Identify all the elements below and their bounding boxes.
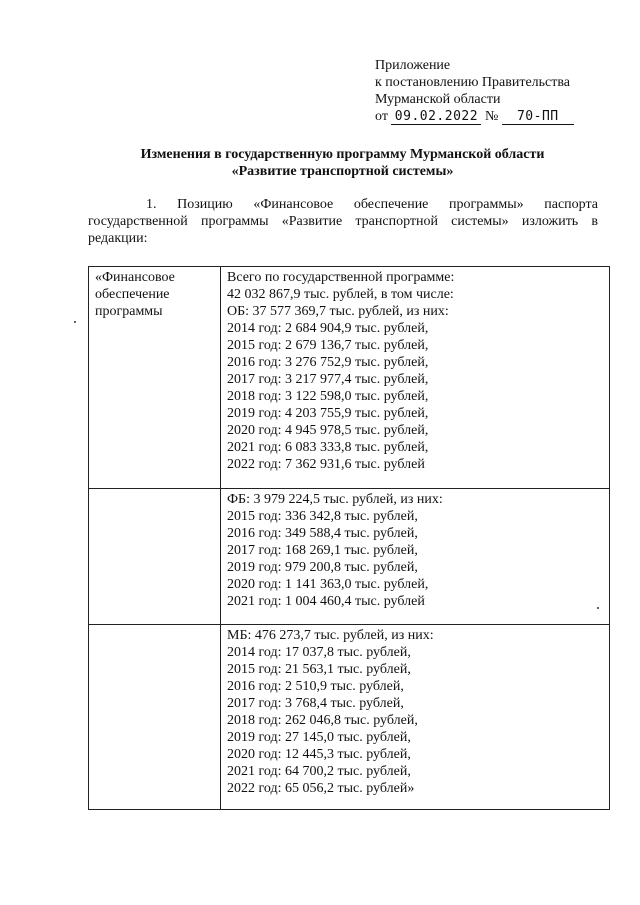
- funding-line: 2020 год: 4 945 978,5 тыс. рублей,: [227, 423, 429, 438]
- funding-line: 2018 год: 3 122 598,0 тыс. рублей,: [227, 389, 429, 404]
- funding-line: Всего по государственной программе:: [227, 270, 455, 285]
- number-label: №: [484, 109, 499, 124]
- funding-line: 2015 год: 336 342,8 тыс. рублей,: [227, 509, 418, 524]
- appendix-date-number-line: [375, 108, 625, 125]
- title-line-2: «Развитие транспортной системы»: [231, 164, 454, 179]
- funding-line: 2014 год: 17 037,8 тыс. рублей,: [227, 645, 411, 660]
- funding-line: ОБ: 37 577 369,7 тыс. рублей, из них:: [227, 304, 449, 319]
- appendix-title: Приложение: [375, 58, 451, 73]
- funding-line: 2020 год: 12 445,3 тыс. рублей,: [227, 747, 411, 762]
- funding-line: 2021 год: 6 083 333,8 тыс. рублей,: [227, 440, 429, 455]
- funding-line: 2021 год: 1 004 460,4 тыс. рублей: [227, 594, 425, 609]
- funding-line: 42 032 867,9 тыс. рублей, в том числе:: [227, 287, 454, 302]
- funding-line: 2022 год: 65 056,2 тыс. рублей»: [227, 781, 415, 796]
- federal-funding-cell: [221, 489, 610, 625]
- funding-line: 2022 год: 7 362 931,6 тыс. рублей: [227, 457, 425, 472]
- funding-line: 2015 год: 2 679 136,7 тыс. рублей,: [227, 338, 429, 353]
- document-title: [60, 146, 625, 180]
- empty-label-cell: [89, 625, 221, 810]
- table-row: [89, 489, 610, 625]
- instruction-paragraph: [88, 196, 598, 247]
- funding-line: 2019 год: 27 145,0 тыс. рублей,: [227, 730, 411, 745]
- funding-line: 2017 год: 3 217 977,4 тыс. рублей,: [227, 372, 429, 387]
- municipal-funding-cell: [221, 625, 610, 810]
- table-row: [89, 625, 610, 810]
- table-row: [89, 267, 610, 489]
- funding-line: 2021 год: 64 700,2 тыс. рублей,: [227, 764, 411, 779]
- funding-line: 2019 год: 4 203 755,9 тыс. рублей,: [227, 406, 429, 421]
- resolution-date: 09.02.2022: [391, 110, 481, 125]
- funding-line: МБ: 476 273,7 тыс. рублей, из них:: [227, 628, 434, 643]
- paragraph-line-2: государственной программы «Развитие транспортной системы» изложить в: [88, 214, 598, 229]
- appendix-region-line: Мурманской области: [375, 92, 501, 107]
- funding-line: 2020 год: 1 141 363,0 тыс. рублей,: [227, 577, 429, 592]
- funding-line: 2016 год: 2 510,9 тыс. рублей,: [227, 679, 404, 694]
- from-label: от: [375, 109, 388, 124]
- appendix-header: [375, 57, 625, 125]
- appendix-resolution-line: к постановлению Правительства: [375, 75, 571, 90]
- funding-line: 2014 год: 2 684 904,9 тыс. рублей,: [227, 321, 429, 336]
- funding-line: 2017 год: 168 269,1 тыс. рублей,: [227, 543, 418, 558]
- scan-speck: [597, 607, 599, 609]
- scan-speck: [74, 321, 76, 323]
- paragraph-line-3: редакции:: [88, 231, 148, 246]
- label-line: обеспечение: [95, 287, 170, 302]
- financing-label-cell: [89, 267, 221, 489]
- funding-line: 2017 год: 3 768,4 тыс. рублей,: [227, 696, 404, 711]
- funding-line: 2015 год: 21 563,1 тыс. рублей,: [227, 662, 411, 677]
- label-line: «Финансовое: [95, 270, 175, 285]
- label-line: программы: [95, 304, 163, 319]
- financing-table: [88, 266, 610, 810]
- paragraph-line-1: 1. Позицию «Финансовое обеспечение программы» паспорта: [146, 197, 598, 212]
- resolution-number: 70-ПП: [502, 110, 574, 125]
- funding-line: 2019 год: 979 200,8 тыс. рублей,: [227, 560, 418, 575]
- title-line-1: Изменения в государственную программу Мурманской области: [140, 147, 545, 162]
- total-funding-cell: [221, 267, 610, 489]
- funding-line: ФБ: 3 979 224,5 тыс. рублей, из них:: [227, 492, 443, 507]
- funding-line: 2016 год: 349 588,4 тыс. рублей,: [227, 526, 418, 541]
- funding-line: 2016 год: 3 276 752,9 тыс. рублей,: [227, 355, 429, 370]
- empty-label-cell: [89, 489, 221, 625]
- funding-line: 2018 год: 262 046,8 тыс. рублей,: [227, 713, 418, 728]
